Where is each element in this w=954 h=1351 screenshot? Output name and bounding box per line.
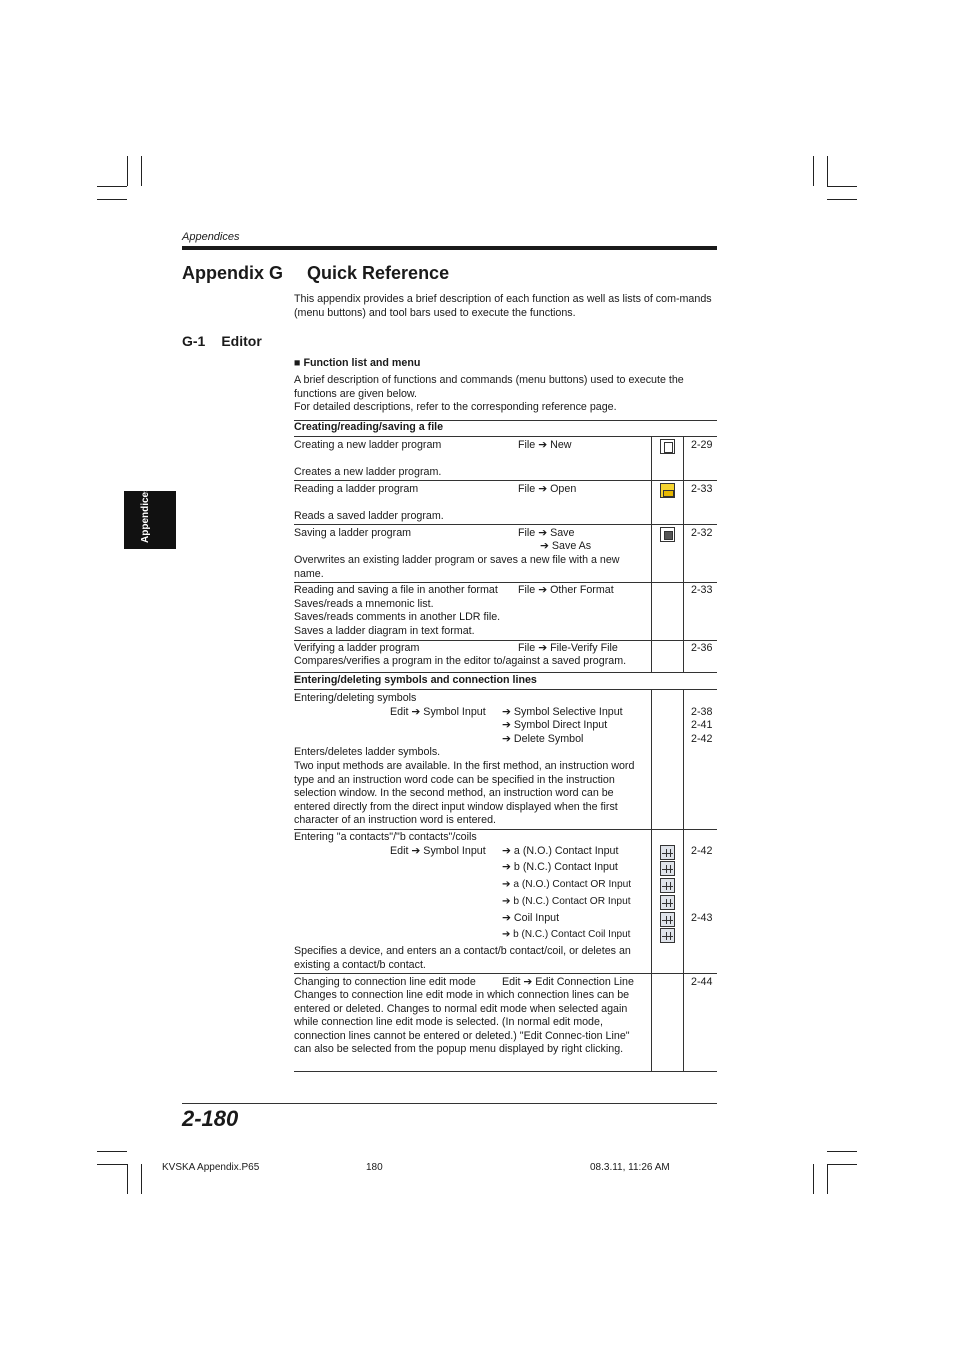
- function-name: Creating a new ladder program: [294, 439, 442, 451]
- table-rule: [294, 640, 717, 641]
- function-description: Saves/reads a mnemonic list.: [294, 598, 434, 610]
- crop-mark: [827, 156, 828, 186]
- function-description: Saves a ladder diagram in text format.: [294, 625, 475, 637]
- function-name: Entering "a contacts"/"b contacts"/coils: [294, 831, 477, 843]
- a-contact-icon: [660, 845, 675, 860]
- header-rule: [182, 246, 717, 250]
- table-rule: [294, 582, 717, 583]
- table-column-rule: [651, 436, 652, 672]
- footer-rule: [182, 1103, 717, 1104]
- menu-path: Edit ➔ Edit Connection Line: [502, 976, 634, 988]
- table-rule: [294, 973, 717, 974]
- side-tab-label: Appendices: [140, 486, 151, 543]
- side-tab: [124, 486, 176, 549]
- section-heading: [182, 333, 262, 349]
- submenu-item: ➔ Symbol Direct Input: [502, 719, 608, 731]
- submenu-item: ➔ a (N.O.) Contact Input: [502, 845, 619, 857]
- table-rule: [294, 480, 717, 481]
- crop-mark: [127, 156, 128, 186]
- footer-sheet: 180: [366, 1162, 383, 1173]
- description-line: functions are given below.: [294, 387, 417, 400]
- function-description: Reads a saved ladder program.: [294, 510, 444, 522]
- crop-mark: [97, 1151, 127, 1152]
- table-rule: [294, 689, 717, 690]
- page-number: 2-180: [182, 1106, 239, 1131]
- page-title: [182, 263, 449, 284]
- function-name: Reading a ladder program: [294, 483, 419, 495]
- submenu-item: ➔ b (N.C.) Contact OR Input: [502, 896, 631, 907]
- table-rule: [294, 829, 717, 830]
- subsection-heading: [294, 357, 420, 369]
- subsection-description: [294, 374, 714, 415]
- submenu-item: ➔ a (N.O.) Contact OR Input: [502, 879, 632, 890]
- appendix-name: Quick Reference: [307, 263, 450, 283]
- reference-page: 2-29: [691, 439, 713, 451]
- footer-timestamp: 08.3.11, 11:26 AM: [590, 1162, 670, 1173]
- function-name: Changing to connection line edit mode: [294, 976, 476, 988]
- square-bullet-icon: ■: [294, 357, 301, 369]
- function-description: Specifies a device, and enters an a contact/b contact/coil, or deletes an existing a contact/b contact.: [294, 945, 631, 971]
- table-rule: [294, 436, 717, 437]
- footer-filename: KVSKA Appendix.P65: [162, 1162, 260, 1173]
- menu-path: Edit ➔ Symbol Input: [390, 706, 486, 718]
- subsection-title: Function list and menu: [303, 357, 421, 369]
- reference-page: 2-43: [691, 912, 713, 924]
- table-rule: [294, 672, 717, 673]
- function-name: Verifying a ladder program: [294, 642, 420, 654]
- crop-mark: [813, 156, 814, 186]
- function-description: Enters/deletes ladder symbols.: [294, 746, 441, 758]
- reference-page: 2-42: [691, 733, 713, 745]
- function-name: Saving a ladder program: [294, 527, 412, 539]
- coil-icon: [660, 912, 675, 927]
- description-line: A brief description of functions and commands (menu buttons) used to execute the: [294, 374, 684, 386]
- function-description: Saves/reads comments in another LDR file.: [294, 611, 501, 623]
- crop-mark: [97, 186, 127, 187]
- reference-page: 2-44: [691, 976, 713, 988]
- new-file-icon: [660, 439, 675, 454]
- b-contact-coil-icon: [660, 928, 675, 943]
- a-contact-or-icon: [660, 878, 675, 893]
- menu-path: File ➔ Other Format: [518, 584, 614, 596]
- function-name: Entering/deleting symbols: [294, 692, 417, 704]
- intro-paragraph: This appendix provides a brief description of each function as well as lists of com-mands (menu buttons) and tool bars used to execute the functions.: [294, 293, 712, 319]
- b-contact-or-icon: [660, 895, 675, 910]
- crop-mark: [827, 1164, 828, 1194]
- section-name: Editor: [221, 333, 262, 349]
- table-column-rule: [651, 689, 652, 1071]
- crop-mark: [141, 1164, 142, 1194]
- reference-page: 2-33: [691, 483, 713, 495]
- crop-mark: [97, 199, 127, 200]
- reference-page: 2-41: [691, 719, 713, 731]
- open-folder-icon: [660, 483, 675, 498]
- function-description: Compares/verifies a program in the editor to/against a saved program.: [294, 655, 627, 667]
- b-contact-icon: [660, 861, 675, 876]
- reference-page: 2-32: [691, 527, 713, 539]
- function-description: Changes to connection line edit mode in which connection lines can be entered or deleted. Changes to normal edit mode when selected again while connection line edit mode is selected. (In normal edit mode, connection lines cannot be entered or deleted.) "Edit Connec-tion Line" can also be selected from the popup menu displayed by right clicking.: [294, 989, 630, 1055]
- crop-mark: [97, 1164, 127, 1165]
- function-name: Reading and saving a file in another format: [294, 584, 498, 596]
- running-header: Appendices: [182, 231, 240, 243]
- table-column-rule: [683, 689, 684, 1071]
- menu-path: File ➔ File-Verify File: [518, 642, 618, 654]
- reference-page: 2-38: [691, 706, 713, 718]
- section-number: G-1: [182, 333, 206, 349]
- submenu-item: ➔ b (N.C.) Contact Coil Input: [502, 929, 631, 940]
- function-description: Two input methods are available. In the first method, an instruction word type and an instruction word code can be specified in the instruction selection window. In the second method, an instruction word can be entered directly from the direct input window displayed when the first character of an instruction word is entered.: [294, 760, 635, 826]
- crop-mark: [141, 156, 142, 186]
- menu-path: File ➔ New: [518, 439, 572, 451]
- reference-page: 2-36: [691, 642, 713, 654]
- crop-mark: [127, 1164, 128, 1194]
- reference-page: 2-42: [691, 845, 713, 857]
- reference-page: 2-33: [691, 584, 713, 596]
- save-disk-icon: [660, 527, 675, 542]
- submenu-item: ➔ Delete Symbol: [502, 733, 584, 745]
- table-rule: [294, 524, 717, 525]
- crop-mark: [827, 199, 857, 200]
- menu-path: Edit ➔ Symbol Input: [390, 845, 486, 857]
- table-group-heading: Creating/reading/saving a file: [294, 421, 444, 433]
- submenu-item: ➔ Coil Input: [502, 912, 560, 924]
- menu-path: File ➔ Save: [518, 527, 575, 539]
- description-line: For detailed descriptions, refer to the corresponding reference page.: [294, 401, 617, 413]
- table-group-heading: Entering/deleting symbols and connection lines: [294, 674, 537, 686]
- function-description: Creates a new ladder program.: [294, 466, 442, 478]
- menu-path-alt: ➔ Save As: [540, 540, 592, 552]
- menu-path: File ➔ Open: [518, 483, 577, 495]
- crop-mark: [827, 1151, 857, 1152]
- function-description: Overwrites an existing ladder program or saves a new file with a new name.: [294, 554, 620, 580]
- submenu-item: ➔ Symbol Selective Input: [502, 706, 623, 718]
- table-column-rule: [683, 436, 684, 672]
- table-rule: [294, 1071, 717, 1072]
- crop-mark: [813, 1164, 814, 1194]
- crop-mark: [827, 1164, 857, 1165]
- crop-mark: [827, 186, 857, 187]
- appendix-label: Appendix G: [182, 263, 284, 283]
- submenu-item: ➔ b (N.C.) Contact Input: [502, 861, 618, 873]
